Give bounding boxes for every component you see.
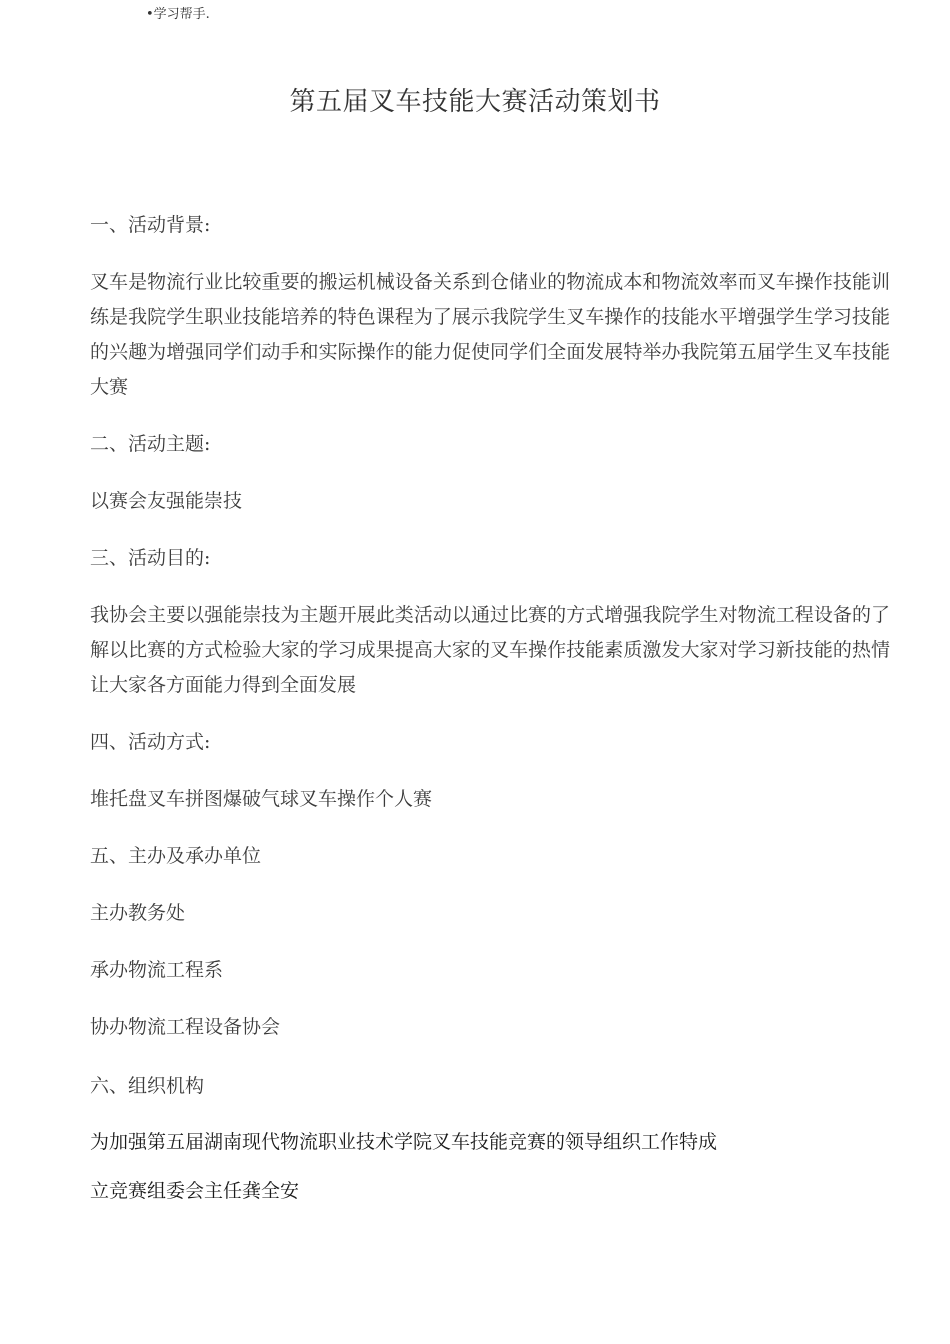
organizer-undertaker: 承办物流工程系 xyxy=(90,959,224,981)
section-body-purpose: 我协会主要以强能崇技为主题开展此类活动以通过比赛的方式增强我院学生对物流工程设备的了解以比赛的方式检验大家的学习成果提高大家的叉车操作技能素质激发大家对学习新技能的热情让大家各方面能力得到全面发展 xyxy=(90,604,890,696)
section-body-format: 堆托盘叉车拼图爆破气球叉车操作个人赛 xyxy=(90,788,433,810)
document-body xyxy=(90,208,890,1209)
section-heading-format: 四、活动方式: xyxy=(90,731,211,753)
organizer-co-organizer: 协办物流工程设备协会 xyxy=(90,1016,281,1038)
organization-line-2: 立竞赛组委会主任龚全安 xyxy=(90,1180,300,1202)
document-title: 第五届叉车技能大赛活动策划书 xyxy=(289,87,661,117)
section-heading-purpose: 三、活动目的: xyxy=(90,547,211,569)
section-body-background: 叉车是物流行业比较重要的搬运机械设备关系到仓储业的物流成本和物流效率而叉车操作技能训练是我院学生职业技能培养的特色课程为了展示我院学生叉车操作的技能水平增强学生学习技能的兴趣为增强同学们动手和实际操作的能力促使同学们全面发展特举办我院第五届学生叉车技能大赛 xyxy=(90,271,890,398)
section-heading-theme: 二、活动主题: xyxy=(90,433,211,455)
header-note: •学习帮手. xyxy=(146,7,210,22)
organizer-host: 主办教务处 xyxy=(90,902,186,924)
organization-line-1: 为加强第五届湖南现代物流职业技术学院叉车技能竞赛的领导组织工作特成 xyxy=(90,1131,718,1153)
section-heading-organization: 六、组织机构 xyxy=(90,1075,205,1097)
section-body-theme: 以赛会友强能崇技 xyxy=(90,490,243,512)
section-heading-background: 一、活动背景: xyxy=(90,214,211,236)
section-heading-organizers: 五、主办及承办单位 xyxy=(90,845,262,867)
